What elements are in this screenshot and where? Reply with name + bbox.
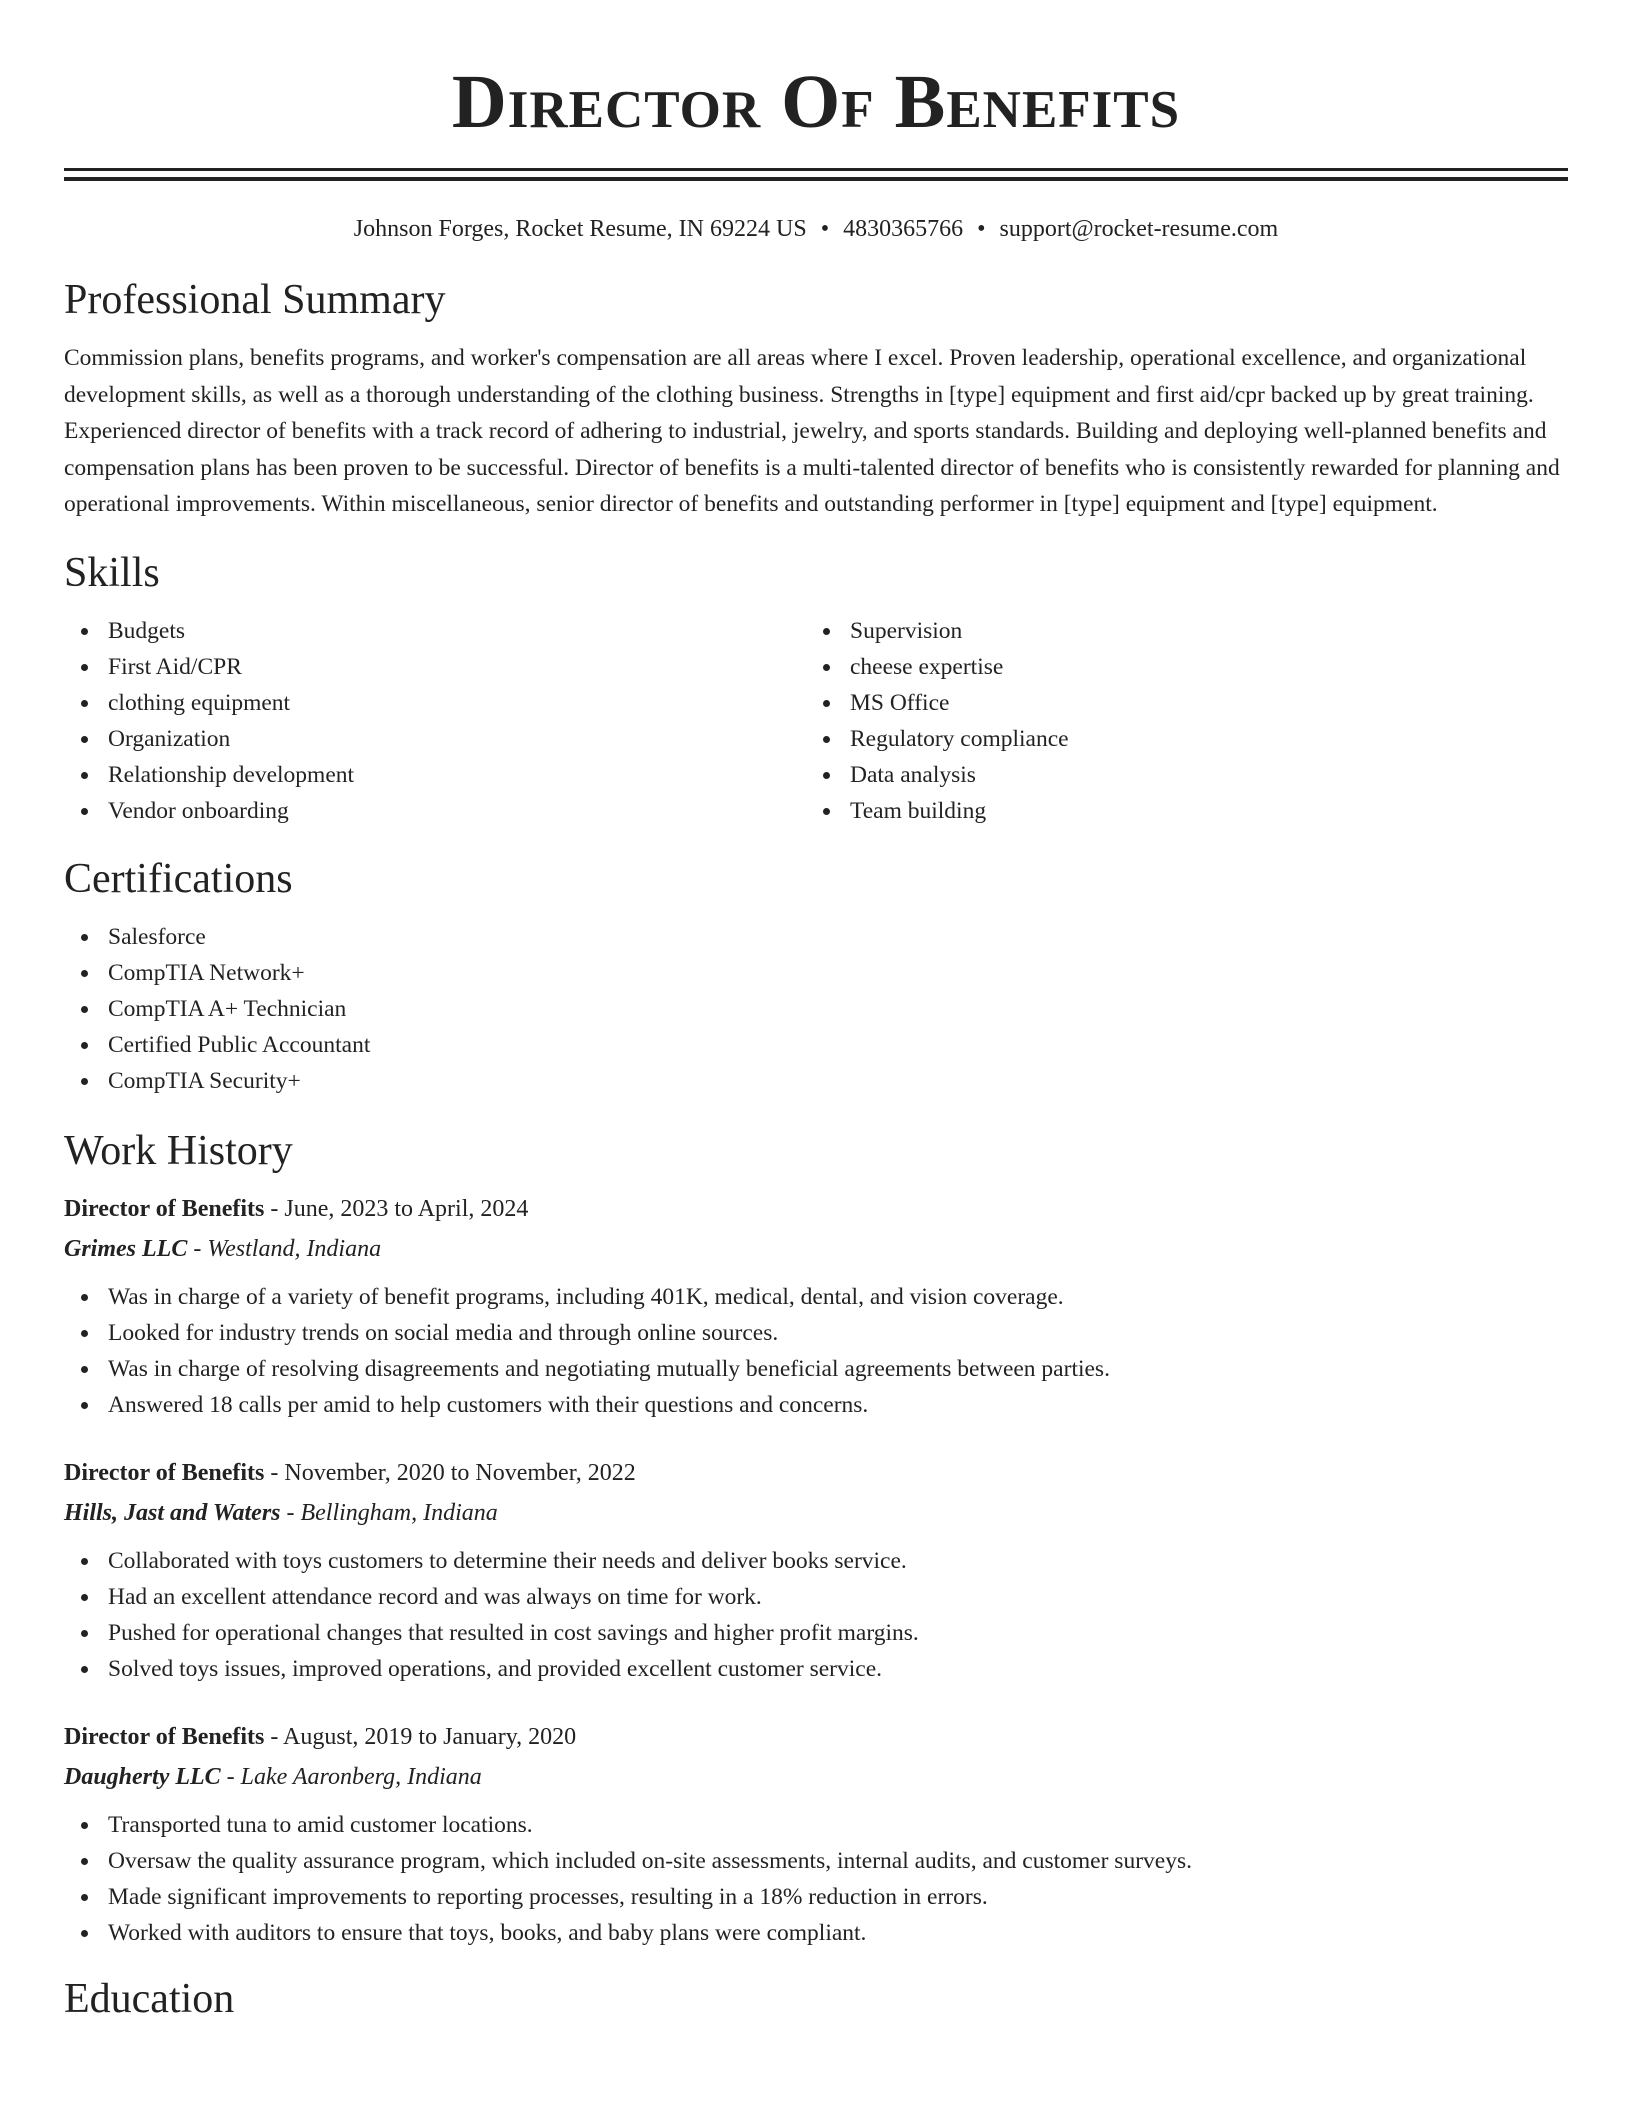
job-bullet: Was in charge of a variety of benefit programs, including 401K, medical, dental, and vision coverage. bbox=[64, 1279, 1568, 1315]
job-role: Director of Benefits bbox=[64, 1459, 265, 1486]
job-bullet: Had an excellent attendance record and was always on time for work. bbox=[64, 1579, 1568, 1615]
contact-email: support@rocket-resume.com bbox=[999, 216, 1279, 242]
summary-text: Commission plans, benefits programs, and worker's compensation are all areas where I excel. Proven leadership, operational excellence, and organizational development skills, as well as a thorough understanding of the clothing business. Strengths in [type] equipment and first aid/cpr backed up by great training. Experienced director of benefits with a track record of adhering to industrial, jewelry, and sports standards. Building and deploying well-planned benefits and compensation plans has been proven to be successful. Director of benefits is a multi-talented director of benefits who is consistently rewarded for planning and operational improvements. Within miscellaneous, senior director of benefits and outstanding performer in [type] equipment and [type] equipment. bbox=[64, 345, 1560, 517]
job-entry bbox=[64, 1717, 1568, 1951]
resume-page bbox=[64, 0, 1568, 2023]
contact-phone: 4830365766 bbox=[843, 216, 964, 242]
contact-address: Johnson Forges, Rocket Resume, IN 69224 US bbox=[353, 216, 807, 242]
job-company: Hills, Jast and Waters bbox=[64, 1499, 281, 1526]
certification-item: Salesforce bbox=[64, 919, 1568, 955]
job-bullet: Worked with auditors to ensure that toys, books, and baby plans were compliant. bbox=[64, 1915, 1568, 1951]
skill-item: clothing equipment bbox=[64, 685, 806, 721]
job-location: - Westland, Indiana bbox=[187, 1235, 382, 1262]
contact-separator: • bbox=[977, 216, 986, 242]
certification-item: CompTIA Security+ bbox=[64, 1063, 1568, 1099]
job-bullet: Oversaw the quality assurance program, which included on-site assessments, internal audits, and customer surveys. bbox=[64, 1843, 1568, 1879]
job-dates: - June, 2023 to April, 2024 bbox=[264, 1195, 529, 1222]
job-bullet: Looked for industry trends on social media and through online sources. bbox=[64, 1315, 1568, 1351]
job-bullet: Collaborated with toys customers to determine their needs and deliver books service. bbox=[64, 1543, 1568, 1579]
job-company-line bbox=[64, 1229, 1568, 1269]
job-bullets bbox=[64, 1543, 1568, 1687]
contact-separator: • bbox=[820, 216, 830, 242]
certification-item: CompTIA Network+ bbox=[64, 955, 1568, 991]
skill-item: Regulatory compliance bbox=[806, 721, 1548, 757]
certification-item: Certified Public Accountant bbox=[64, 1027, 1568, 1063]
job-title-line bbox=[64, 1453, 1568, 1493]
job-location: - Bellingham, Indiana bbox=[280, 1499, 498, 1526]
job-role: Director of Benefits bbox=[64, 1195, 265, 1222]
contact-line bbox=[64, 214, 1568, 244]
resume-title: Director Of Benefits bbox=[451, 60, 1181, 144]
skill-item: First Aid/CPR bbox=[64, 649, 806, 685]
skills-left-list bbox=[64, 613, 806, 829]
job-bullet: Solved toys issues, improved operations, and provided excellent customer service. bbox=[64, 1651, 1568, 1687]
skill-item: Organization bbox=[64, 721, 806, 757]
job-title-line bbox=[64, 1189, 1568, 1229]
skill-item: Team building bbox=[806, 793, 1548, 829]
education-heading: Education bbox=[64, 1975, 235, 2022]
job-entry bbox=[64, 1189, 1568, 1423]
skill-item: Relationship development bbox=[64, 757, 806, 793]
job-bullet: Made significant improvements to reporting processes, resulting in a 18% reduction in errors. bbox=[64, 1879, 1568, 1915]
job-bullet: Was in charge of resolving disagreements and negotiating mutually beneficial agreements between parties. bbox=[64, 1351, 1568, 1387]
job-bullet: Answered 18 calls per amid to help customers with their questions and concerns. bbox=[64, 1387, 1568, 1423]
job-bullet: Pushed for operational changes that resulted in cost savings and higher profit margins. bbox=[64, 1615, 1568, 1651]
job-dates: - November, 2020 to November, 2022 bbox=[264, 1459, 636, 1486]
summary-heading: Professional Summary bbox=[64, 277, 446, 323]
skill-item: Supervision bbox=[806, 613, 1548, 649]
skills-right-list bbox=[806, 613, 1548, 829]
skill-item: cheese expertise bbox=[806, 649, 1548, 685]
skills-heading: Skills bbox=[64, 549, 160, 596]
job-company: Grimes LLC bbox=[64, 1235, 188, 1262]
job-location: - Lake Aaronberg, Indiana bbox=[220, 1763, 482, 1790]
skill-item: Vendor onboarding bbox=[64, 793, 806, 829]
certifications-heading: Certifications bbox=[64, 855, 293, 902]
job-company-line bbox=[64, 1493, 1568, 1533]
work-history-heading: Work History bbox=[64, 1127, 293, 1174]
job-bullet: Transported tuna to amid customer locations. bbox=[64, 1807, 1568, 1843]
title-rule-bottom bbox=[64, 177, 1568, 181]
job-dates: - August, 2019 to January, 2020 bbox=[264, 1723, 577, 1750]
job-title-line bbox=[64, 1717, 1568, 1757]
job-role: Director of Benefits bbox=[64, 1723, 265, 1750]
job-company-line bbox=[64, 1757, 1568, 1797]
job-company: Daugherty LLC bbox=[64, 1763, 221, 1790]
certification-item: CompTIA A+ Technician bbox=[64, 991, 1568, 1027]
job-bullets bbox=[64, 1279, 1568, 1423]
skill-item: Budgets bbox=[64, 613, 806, 649]
job-entry bbox=[64, 1453, 1568, 1687]
job-bullets bbox=[64, 1807, 1568, 1951]
skill-item: Data analysis bbox=[806, 757, 1548, 793]
skills-columns bbox=[64, 613, 1568, 829]
certifications-list bbox=[64, 919, 1568, 1099]
title-rule-top bbox=[64, 168, 1568, 171]
skill-item: MS Office bbox=[806, 685, 1548, 721]
